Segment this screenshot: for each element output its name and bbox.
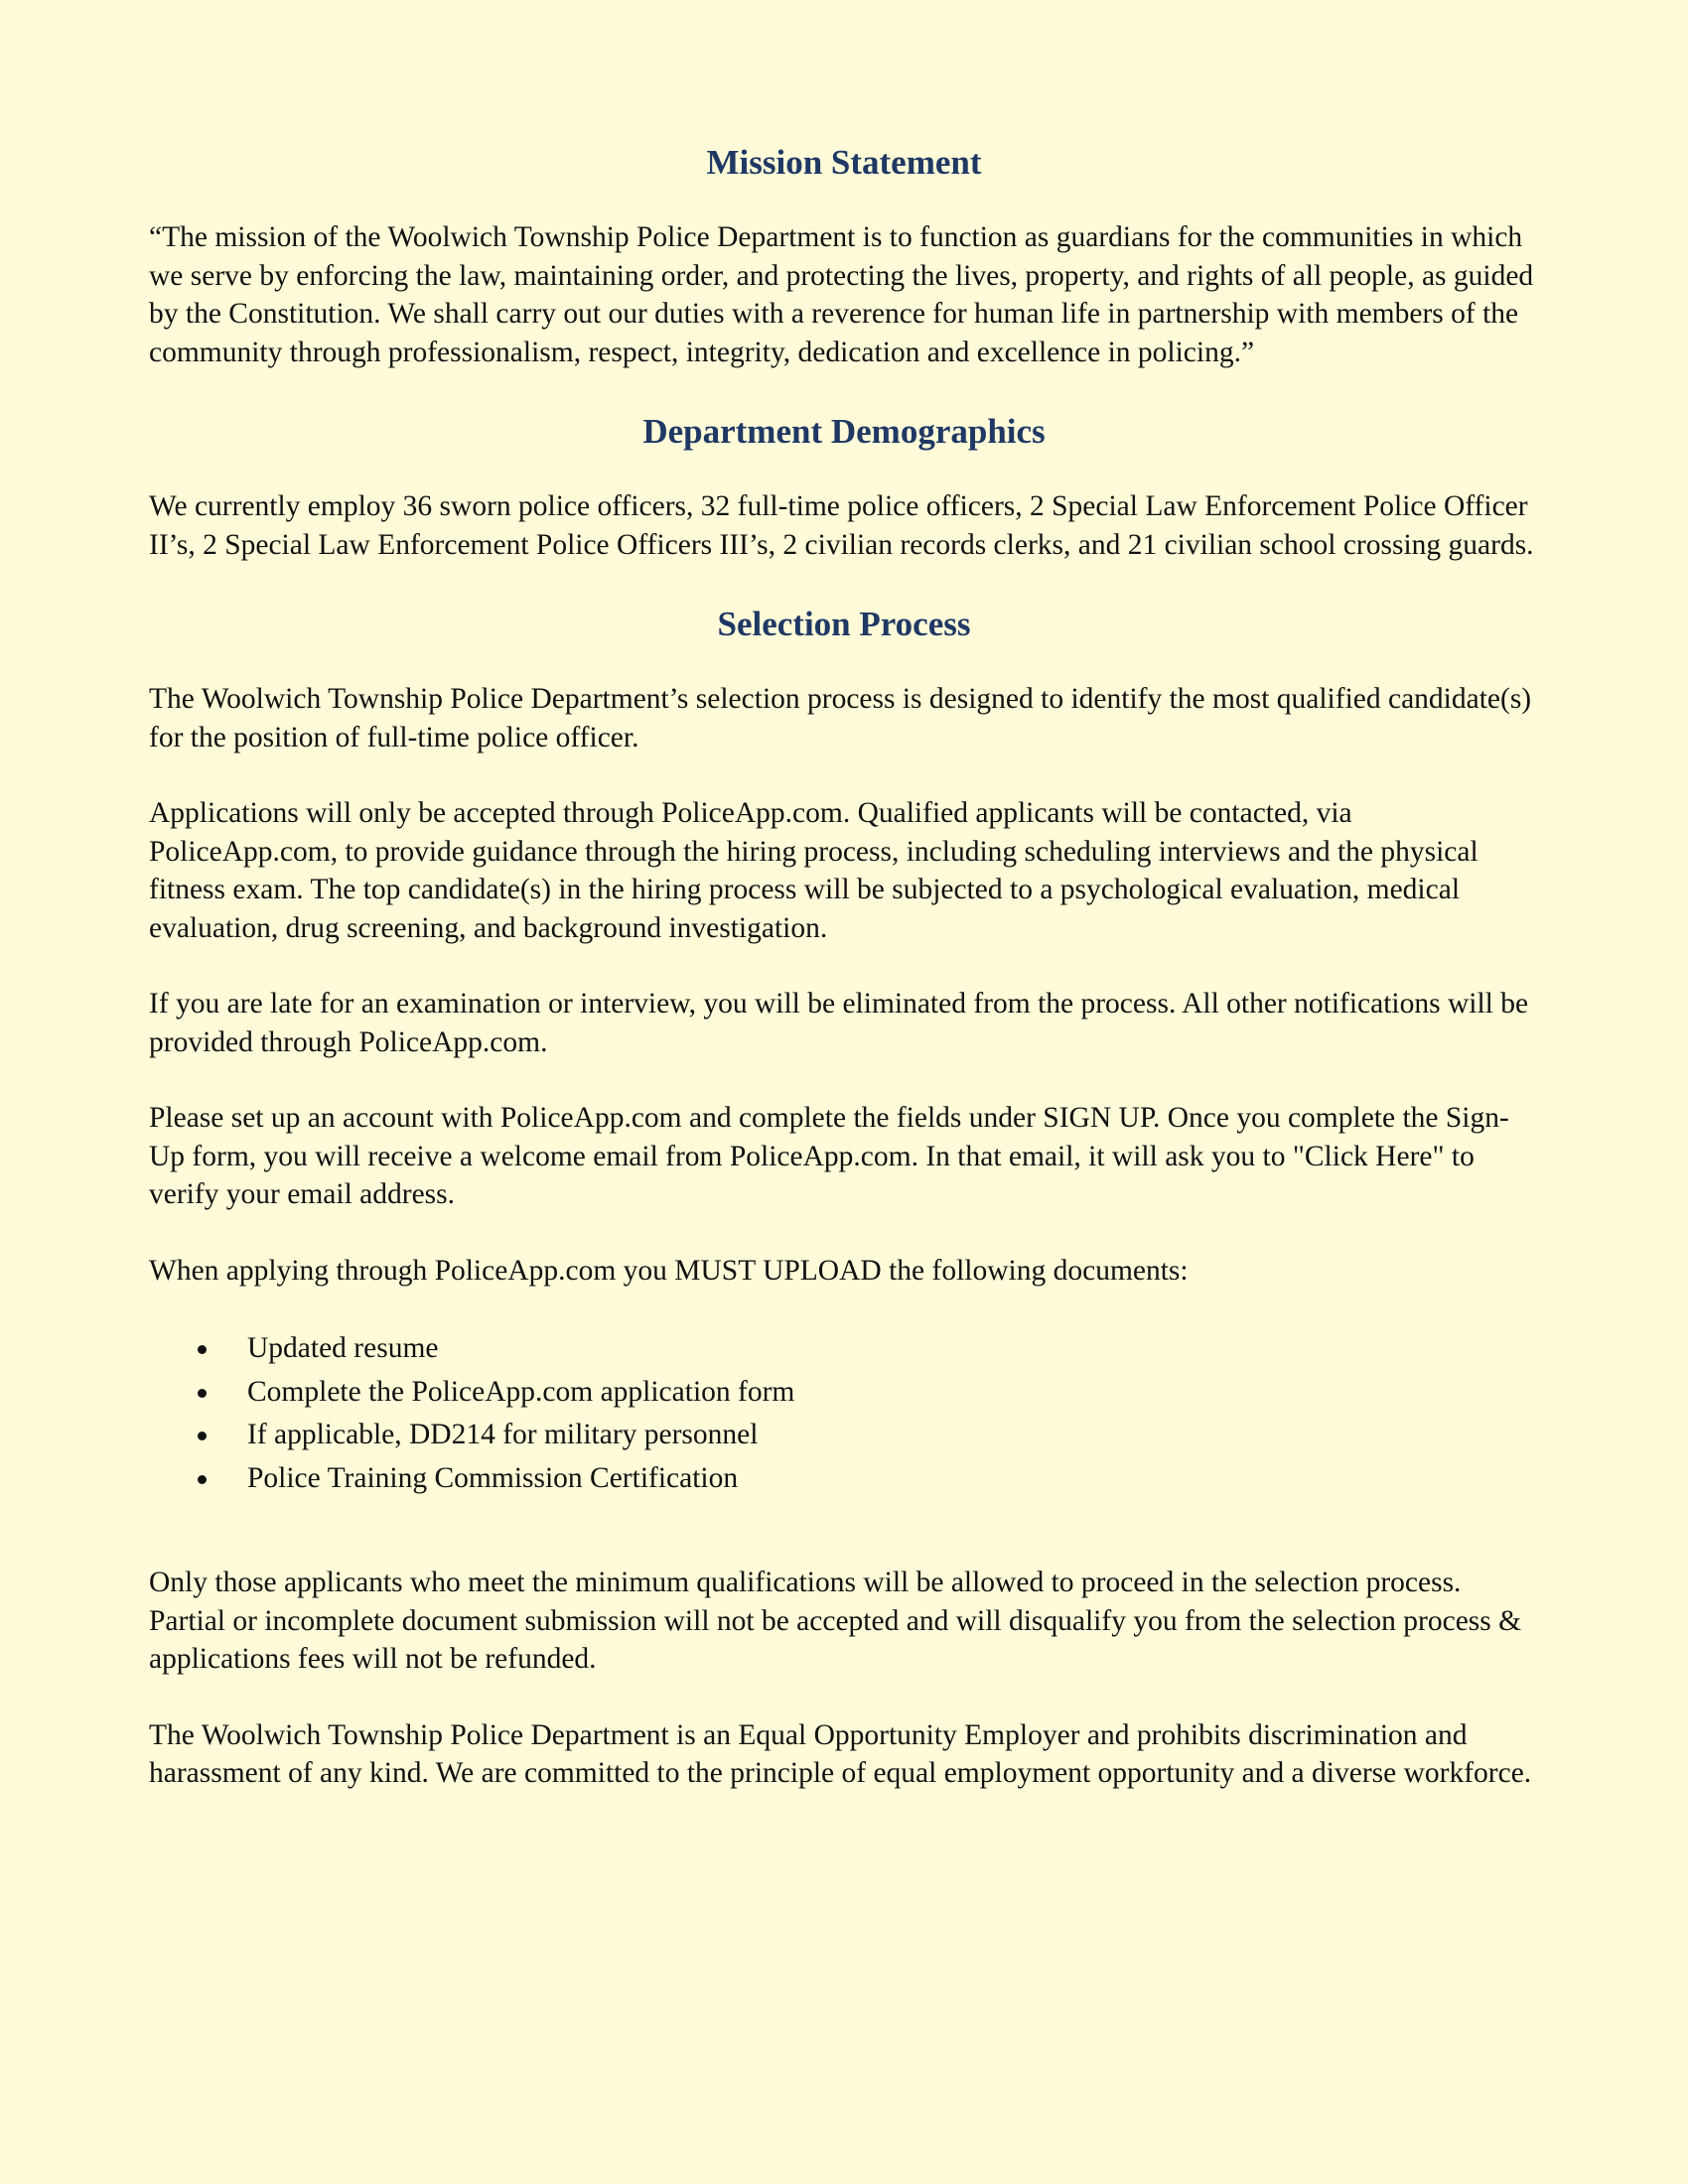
list-item-text: Police Training Commission Certification bbox=[247, 1461, 739, 1494]
list-item bbox=[149, 1371, 1539, 1415]
mission-section bbox=[149, 139, 1539, 371]
mission-text: “The mission of the Woolwich Township Police Department is to function as guardians for the communities in which we serve by enforcing the law, maintaining order, and protecting the lives, property, and rights of all people, as guided by the Constitution. We shall carry out our duties with a reverence for human life in partnership with members of the community through professionalism, respect, integrity, dedication and excellence in policing.” bbox=[149, 221, 1534, 368]
bullet-icon bbox=[198, 1475, 207, 1484]
bullet-icon bbox=[198, 1432, 207, 1440]
demographics-section bbox=[149, 408, 1539, 564]
selection-paragraph: If you are late for an examination or interview, you will be eliminated from the process. All other notifications will be provided through PoliceApp.com. bbox=[149, 988, 1529, 1058]
bullet-icon bbox=[198, 1389, 207, 1398]
selection-section bbox=[149, 601, 1539, 1793]
closing-paragraph: The Woolwich Township Police Department is an Equal Opportunity Employer and prohibits discrimination and harassment of any kind. We are committed to the principle of equal employment opportunity and a diverse workforce. bbox=[149, 1718, 1532, 1789]
mission-heading: Mission Statement bbox=[706, 143, 982, 182]
list-item-text: Complete the PoliceApp.com application form bbox=[247, 1375, 795, 1408]
required-documents-list bbox=[149, 1327, 1539, 1500]
bullet-icon bbox=[198, 1345, 207, 1354]
list-item-text: Updated resume bbox=[247, 1332, 439, 1364]
list-item-text: If applicable, DD214 for military personnel bbox=[247, 1419, 759, 1450]
list-item bbox=[149, 1414, 1539, 1457]
selection-paragraph: The Woolwich Township Police Department’s selection process is designed to identify the most qualified candidate(s) for the position of full-time police officer. bbox=[149, 683, 1532, 753]
demographics-text: We currently employ 36 sworn police officers, 32 full-time police officers, 2 Special Law Enforcement Police Officer II’s, 2 Special Law Enforcement Police Officers III’s, 2 civilian records clerks, and 21 civilian school crossing guards. bbox=[149, 490, 1534, 561]
list-item bbox=[149, 1457, 1539, 1501]
closing-paragraph: Only those applicants who meet the minimum qualifications will be allowed to proceed in the selection process. Partial or incomplete document submission will not be accepted and will disqualify you from the selection process & applications fees will not be refunded. bbox=[149, 1567, 1522, 1675]
selection-paragraph: Please set up an account with PoliceApp.com and complete the fields under SIGN UP. Once you complete the Sign-Up form, you will receive a welcome email from PoliceApp.com. In that email, it will ask you to "Click Here" to verify your email address. bbox=[149, 1102, 1509, 1210]
selection-paragraph: Applications will only be accepted through PoliceApp.com. Qualified applicants will be contacted, via PoliceApp.com, to provide guidance through the hiring process, including scheduling interviews and the physical fitness exam. The top candidate(s) in the hiring process will be subjected to a psychological evaluation, medical evaluation, drug screening, and background investigation. bbox=[149, 797, 1478, 944]
list-item bbox=[149, 1327, 1539, 1371]
demographics-heading: Department Demographics bbox=[642, 412, 1046, 451]
selection-heading: Selection Process bbox=[717, 605, 971, 643]
selection-paragraph: When applying through PoliceApp.com you MUST UPLOAD the following documents: bbox=[149, 1254, 1189, 1287]
